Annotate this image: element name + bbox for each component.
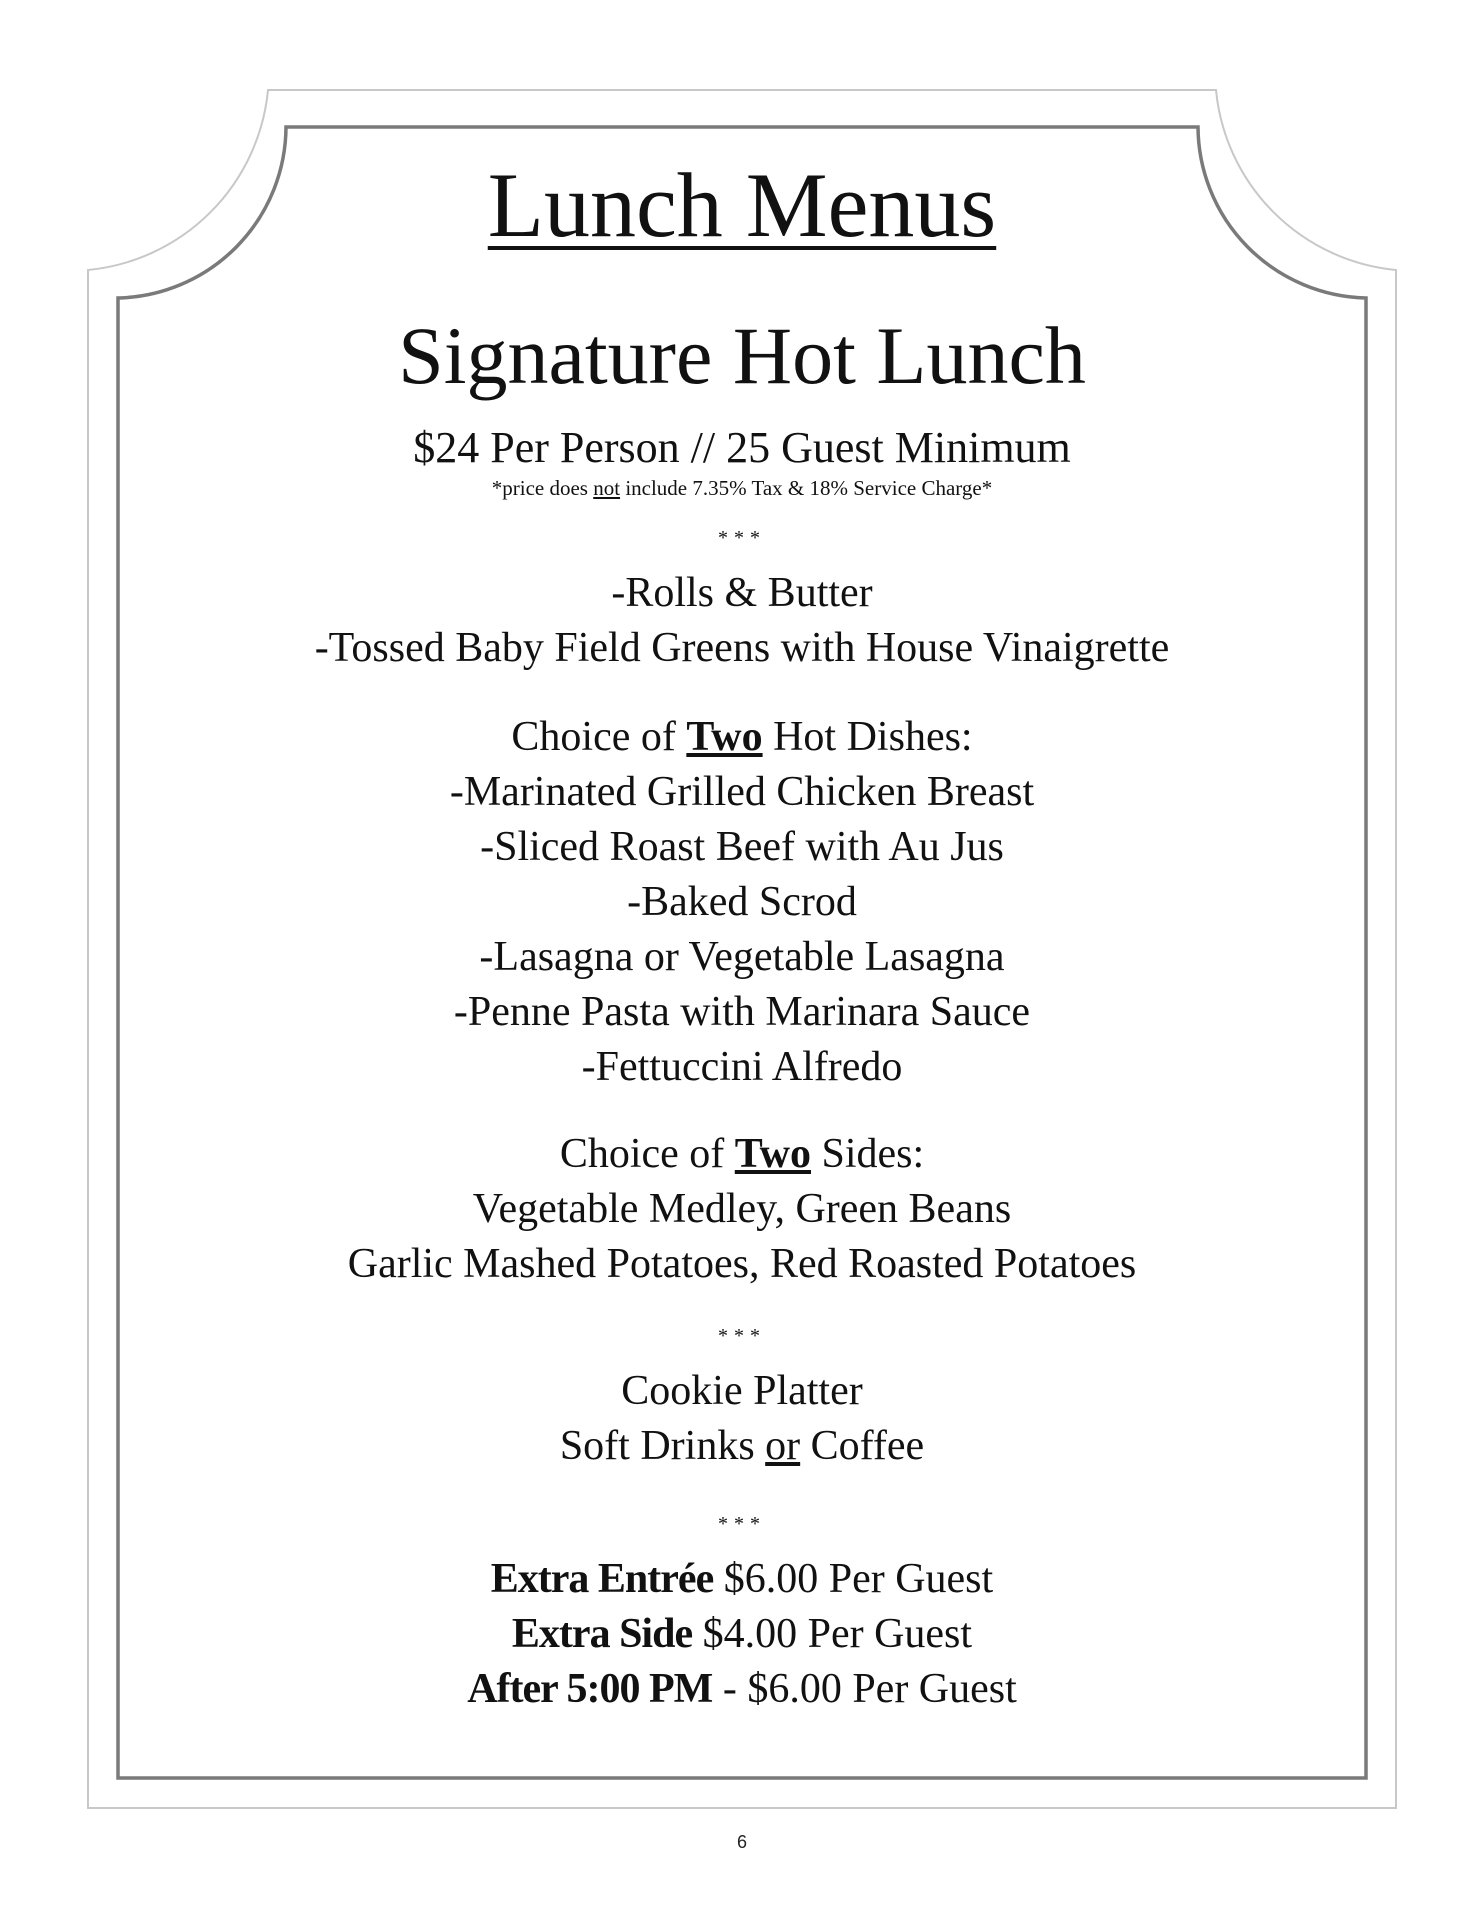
list-item: -Lasagna or Vegetable Lasagna: [479, 934, 1005, 980]
list-item: -Penne Pasta with Marinara Sauce: [453, 989, 1031, 1035]
separator: ***: [718, 1513, 766, 1535]
hot-dishes-section: [180, 710, 1304, 1095]
extra-charge-line: Extra Side $4.00 Per Guest: [511, 1611, 973, 1657]
page-title: Lunch Menus: [487, 154, 997, 256]
list-item: Vegetable Medley, Green Beans: [472, 1186, 1012, 1232]
list-item: -Sliced Roast Beef with Au Jus: [480, 824, 1004, 870]
extra-charge-line: Extra Entrée $6.00 Per Guest: [490, 1556, 994, 1602]
starters-section: [180, 566, 1304, 676]
list-item: Cookie Platter: [621, 1368, 863, 1414]
list-item: Garlic Mashed Potatoes, Red Roasted Potatoes: [347, 1241, 1137, 1287]
section-heading: Choice of Two Hot Dishes:: [511, 714, 973, 760]
menu-subtitle: Signature Hot Lunch: [398, 310, 1086, 401]
dessert-drinks-section: [180, 1364, 1304, 1474]
section-heading: Choice of Two Sides:: [559, 1131, 925, 1177]
sides-section: [180, 1127, 1304, 1292]
price-line: $24 Per Person // 25 Guest Minimum: [413, 423, 1071, 472]
extra-charge-line: After 5:00 PM - $6.00 Per Guest: [467, 1666, 1017, 1712]
separator: ***: [718, 527, 766, 549]
list-item: -Marinated Grilled Chicken Breast: [449, 769, 1035, 815]
list-item: -Tossed Baby Field Greens with House Vinaigrette: [314, 625, 1170, 671]
list-item: Soft Drinks or Coffee: [559, 1423, 925, 1469]
list-item: -Baked Scrod: [627, 879, 857, 925]
menu-content: [180, 150, 1304, 1717]
page-number: 6: [736, 1832, 747, 1852]
separator: ***: [718, 1325, 766, 1347]
extras-section: [180, 1552, 1304, 1717]
list-item: -Fettuccini Alfredo: [581, 1044, 903, 1090]
tax-note: *price does not include 7.35% Tax & 18% Service Charge*: [491, 476, 993, 500]
list-item: -Rolls & Butter: [611, 570, 873, 616]
